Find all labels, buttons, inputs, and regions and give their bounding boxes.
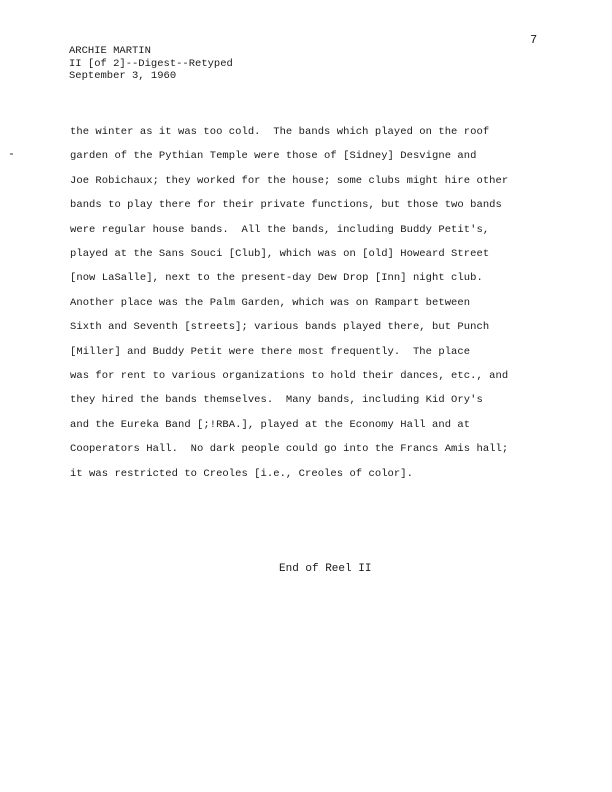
text-line: was for rent to various organizations to hold their dances, etc., and (70, 370, 509, 383)
text-line: they hired the bands themselves. Many bands, including Kid Ory's (70, 394, 483, 407)
text-line: Joe Robichaux; they worked for the house; some clubs might hire other (70, 174, 509, 187)
body-text (70, 120, 570, 486)
text-line: bands to play there for their private functions, but those two bands (70, 199, 502, 212)
reel-info: II [of 2]--Digest--Retyped (69, 57, 233, 70)
text-line: Another place was the Palm Garden, which was on Rampart between (70, 296, 471, 309)
text-line: and the Eureka Band [;!RBA.], played at the Economy Hall and at (70, 418, 471, 431)
text-line: [now LaSalle], next to the present-day Dew Drop [Inn] night club. (70, 272, 483, 285)
text-line: [Miller] and Buddy Petit were there most frequently. The place (70, 345, 471, 358)
text-line: it was restricted to Creoles [i.e., Creoles of color]. (70, 467, 413, 480)
interviewee-name: ARCHIE MARTIN (69, 45, 151, 57)
text-line: Sixth and Seventh [streets]; various bands played there, but Punch (70, 321, 490, 334)
scan-speck (10, 153, 13, 155)
text-line: were regular house bands. All the bands, including Buddy Petit's, (70, 223, 490, 236)
end-of-reel-note: End of Reel II (279, 563, 372, 575)
page-number: 7 (530, 33, 538, 47)
text-line: garden of the Pythian Temple were those of [Sidney] Desvigne and (70, 150, 477, 163)
text-line: played at the Sans Souci [Club], which was on [old] Howeard Street (70, 248, 490, 261)
text-line: Cooperators Hall. No dark people could go into the Francs Amis hall; (70, 443, 509, 456)
document-header (69, 45, 233, 83)
text-line: the winter as it was too cold. The bands which played on the roof (70, 126, 490, 138)
interview-date: September 3, 1960 (69, 70, 177, 82)
